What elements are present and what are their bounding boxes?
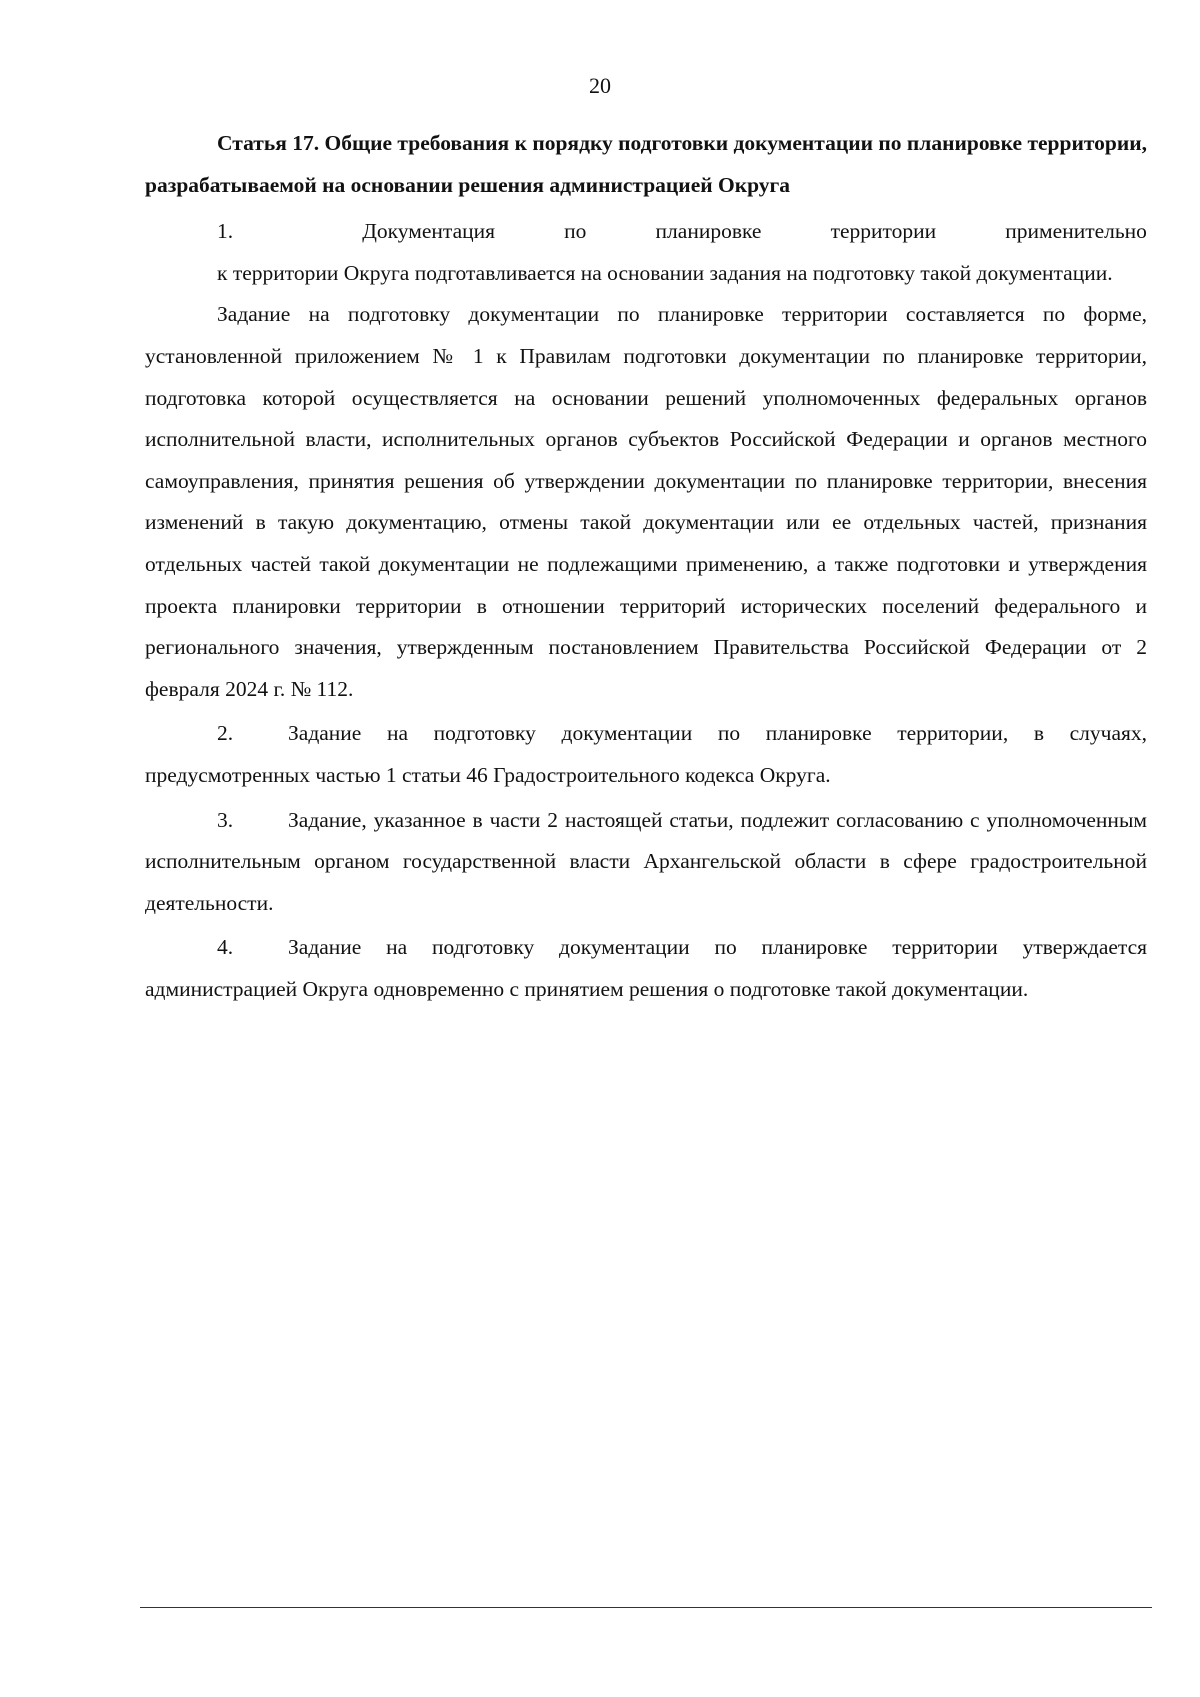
clause-2 (145, 713, 1147, 796)
clause-3-number: 3. (217, 807, 234, 832)
clause-1-text: к территории Округа подготавливается на основании задания на подготовку такой документации. (217, 260, 1113, 285)
clause-1-word: территории (830, 219, 937, 244)
clause-3-text: Задание, указанное в части 2 настоящей статьи, подлежит согласованию с уполномоченным исполнительным органом государственной власти Архангельской области в сфере градостроительной деятельности. (145, 807, 1147, 915)
clause-1-first-line (145, 211, 1147, 253)
page-number: 20 (589, 73, 611, 98)
clause-1-word: применительно (1005, 219, 1147, 244)
clause-2-text: Задание на подготовку документации по планировке территории, в случаях, предусмотренных частью 1 статьи 46 Градостроительного кодекса Округа. (145, 721, 1147, 787)
clause-4 (145, 927, 1147, 1010)
footer-divider (140, 1607, 1152, 1608)
clause-1-word: по (564, 219, 587, 244)
clause-1-word: планировке (655, 219, 762, 244)
clause-1-number: 1. (217, 219, 234, 244)
article-heading: Статья 17. Общие требования к порядку подготовки документации по планировке территории, разрабатываемой на основании решения администрацией Округа (145, 131, 1147, 197)
clause-4-text: Задание на подготовку документации по планировке территории утверждается администрацией Округа одновременно с принятием решения о подготовке такой документации. (145, 935, 1147, 1001)
clause-1-word: Документация (362, 219, 496, 244)
clause-1 (145, 211, 1147, 294)
clause-4-number: 4. (217, 935, 234, 960)
document-body (145, 123, 1147, 1010)
clause-3 (145, 800, 1147, 925)
task-form-paragraph: Задание на подготовку документации по планировке территории составляется по форме, установленной приложением № 1 к Правилам подготовки документации по планировке территории, подготовка которой осуществляется на основании решений уполномоченных федеральных органов исполнительной власти, исполнительных органов субъектов Российской Федерации и органов местного самоуправления, принятия решения об утверждении документации по планировке территории, внесения изменений в такую документацию, отмены такой документации или ее отдельных частей, признания отдельных частей такой документации не подлежащими применению, а также подготовки и утверждения проекта планировки территории в отношении территорий исторических поселений федерального и регионального значения, утвержденным постановлением Правительства Российской Федерации от 2 февраля 2024 г. № 112. (145, 302, 1147, 701)
clause-2-number: 2. (217, 721, 234, 746)
